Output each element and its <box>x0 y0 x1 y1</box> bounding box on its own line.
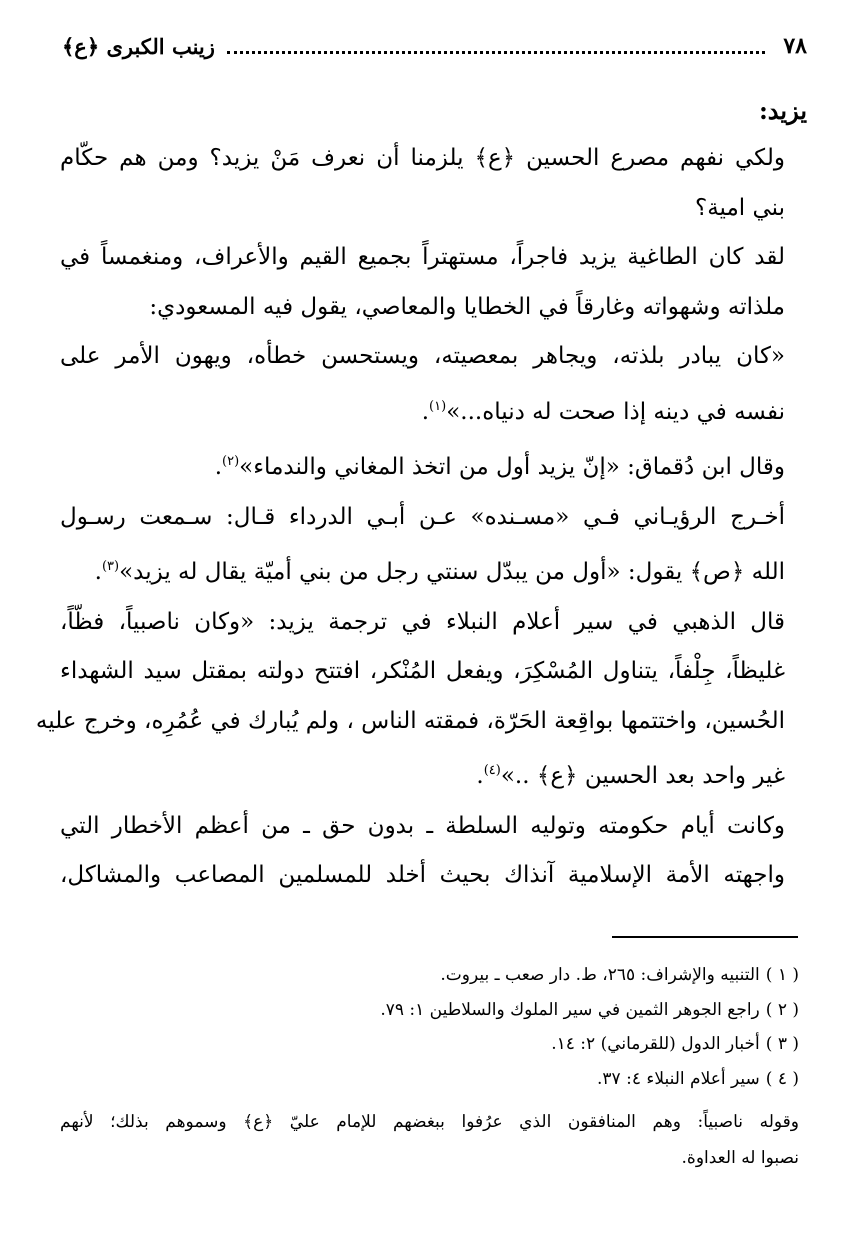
text-line: نفسه في دينه إذا صحت له دنياه...»$^{(١)}$. <box>421 398 785 425</box>
header-dot-leader <box>227 51 765 54</box>
text-line: واجهته الأمة الإسلامية آنذاك بحيث أخلد للمسلمين المصاعب والمشاكل، <box>60 862 785 888</box>
paragraph-6 <box>35 598 807 802</box>
running-header <box>62 30 807 62</box>
footnote-ref-3[interactable]: (٣) <box>101 559 120 574</box>
footnote-3 <box>60 1027 799 1062</box>
footnote-ref-4[interactable]: (٤) <box>483 763 501 778</box>
footnote-1 <box>60 958 799 993</box>
text-line: بني امية؟ <box>694 194 785 221</box>
footnote-number: ( ٣ ) <box>765 1034 799 1054</box>
footnote-ref-1[interactable]: (١) <box>429 398 447 414</box>
text-line-content: غير واحد بعد الحسين ﴿ع﴾ ..» <box>500 763 785 789</box>
text-line-content: الله ﴿ص﴾ يقول: «أول من يبدّل سنتي رجل من بني أميّة يقال له يزيد» <box>119 559 785 585</box>
main-text <box>35 88 807 901</box>
footnotes <box>60 958 799 1176</box>
text-line: غير واحد بعد الحسين ﴿ع﴾ ..»$^{(٤)}$. <box>476 763 785 789</box>
text-line-content: وقال ابن دُقماق: «إنّ يزيد أول من اتخذ المغاني والندماء» <box>239 454 785 480</box>
paragraph-7 <box>60 802 807 901</box>
text-line: وكانت أيام حكومته وتوليه السلطة ـ بدون حق ـ من أعظم الأخطار التي <box>60 812 785 839</box>
footnote-text: التنبيه والإشراف: ٢٦٥، ط. دار صعب ـ بيروت. <box>440 965 760 985</box>
paragraph-4 <box>60 437 807 493</box>
footnote-separator <box>612 936 798 938</box>
text-line: أخـرج الرؤيـاني فـي «مسـنده» عـن أبـي الدرداء قـال: سـمعت رسـول <box>60 503 785 530</box>
page-number: ٧٨ <box>783 33 807 59</box>
text-line: «كان يبادر بلذته، ويجاهر بمعصيته، ويستحسن خطأه، ويهون الأمر على <box>60 343 785 369</box>
text-line: قال الذهبي في سير أعلام النبلاء في ترجمة يزيد: «وكان ناصبياً، فظّاً، <box>60 608 785 635</box>
footnote-explanation-line: نصبوا له العداوة. <box>681 1148 799 1168</box>
footnote-2 <box>60 993 799 1028</box>
footnote-4 <box>60 1062 799 1097</box>
text-line: لقد كان الطاغية يزيد فاجراً، مستهتراً بجميع القيم والأعراف، ومنغمساً في <box>60 244 785 270</box>
text-line: غليظاً، جِلْفاً، يتناول المُسْكِرَ، ويفعل المُنْكر، افتتح دولته بمقتل سيد الشهداء <box>60 658 785 684</box>
footnote-explanation <box>60 1104 799 1176</box>
text-line: وقال ابن دُقماق: «إنّ يزيد أول من اتخذ المغاني والندماء»$^{(٢)}$. <box>214 454 785 480</box>
text-line-content: نفسه في دينه إذا صحت له دنياه...» <box>446 398 785 425</box>
text-line: الحُسين، واختتمها بواقِعة الحَرّة، فمقته الناس ، ولم يُبارك في عُمُرِه، وخرج عليه <box>35 707 785 734</box>
text-line: الله ﴿ص﴾ يقول: «أول من يبدّل سنتي رجل من بني أميّة يقال له يزيد»$^{(٣)}$. <box>94 559 785 585</box>
section-heading: يزيد: <box>758 96 807 125</box>
footnote-ref-2[interactable]: (٢) <box>222 454 240 469</box>
footnote-text: أخبار الدول (للقرماني) ٢: ١٤. <box>551 1034 760 1054</box>
footnote-explanation-line: وقوله ناصبياً: وهم المنافقون الذي عرُفوا ببغضهم للإمام عليّ ﴿ع﴾ وسموهم بذلك؛ لأنهم <box>60 1112 799 1132</box>
footnote-text: سير أعلام النبلاء ٤: ٣٧. <box>597 1068 760 1089</box>
footnote-text: راجع الجوهر الثمين في سير الملوك والسلاطين ١: ٧٩. <box>380 999 760 1020</box>
text-line: ملذاته وشهواته وغارقاً في الخطايا والمعاصي، يقول فيه المسعودي: <box>149 293 785 320</box>
footnote-number: ( ٤ ) <box>765 1068 799 1089</box>
footnote-number: ( ١ ) <box>765 965 799 985</box>
paragraph-5 <box>60 493 807 598</box>
text-line: ولكي نفهم مصرع الحسين ﴿ع﴾ يلزمنا أن نعرف مَنْ يزيد؟ ومن هم حكّام <box>60 145 785 171</box>
paragraph-2 <box>60 233 807 332</box>
paragraph-1 <box>60 134 807 233</box>
paragraph-3 <box>60 332 807 437</box>
running-title: زينب الكبرى ﴿ع﴾ <box>62 33 215 59</box>
footnote-number: ( ٢ ) <box>765 999 799 1020</box>
